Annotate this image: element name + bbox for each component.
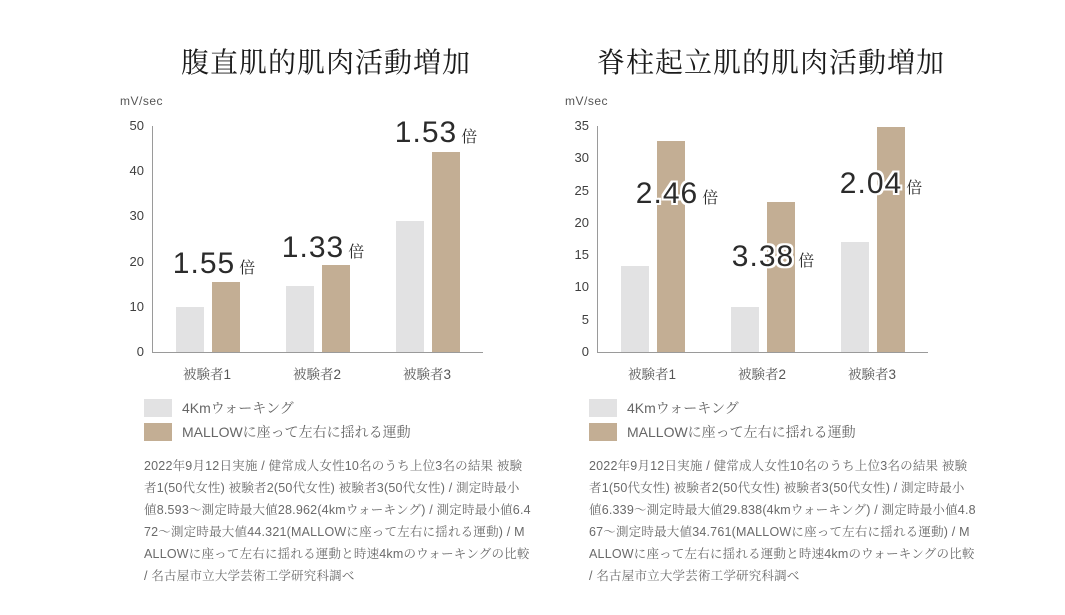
y-axis-tick-label: 30	[129, 208, 144, 224]
legend	[589, 399, 977, 441]
y-axis-tick-label: 10	[129, 298, 144, 314]
y-axis-tick-label: 5	[581, 311, 589, 327]
legend-label: 4Kmウォーキング	[182, 400, 294, 416]
bar-group	[731, 202, 795, 352]
legend	[144, 399, 532, 441]
x-axis-category-label: 被験者1	[627, 367, 676, 382]
bar	[767, 202, 795, 352]
bar-chart	[565, 118, 977, 359]
multiplier-annotation: 1.55 倍	[172, 247, 256, 280]
bar-chart	[120, 116, 532, 359]
bar-group	[286, 265, 350, 352]
bar	[731, 307, 759, 352]
multiplier-annotation: 1.53 倍	[394, 116, 478, 149]
x-axis-category-label: 被験者3	[847, 367, 896, 382]
multiplier-annotation: 1.33 倍	[281, 231, 365, 264]
y-axis-unit-label: mV/sec	[565, 94, 609, 108]
bar	[841, 242, 869, 352]
y-axis-tick-label: 15	[574, 247, 589, 263]
y-axis-tick-label: 35	[574, 118, 589, 133]
legend-item-mallow	[144, 423, 532, 441]
x-axis-category-label: 被験者1	[182, 367, 231, 382]
y-axis-tick-label: 0	[136, 344, 144, 359]
chart-title: 腹直肌的肌肉活動増加	[180, 47, 471, 78]
footnote: 2022年9月12日実施 / 健常成人女性10名のうち上位3名の結果 被験者1(50代女性) 被験者2(50代女性) 被験者3(50代女性) / 測定時最小値8.593～測定時最大値28.962(4kmウォーキング) / 測定時最小値6.472～測定時最大値44.321(MALLOWに座って左右に揺れる運動) / MALLOWに座って左右に揺れる運動と時速4kmのウォーキングの比較 / 名古屋市立大学芸術工学研究科調べ	[144, 459, 531, 583]
plot-area	[597, 126, 928, 353]
chart-panel-erector-spinae	[565, 40, 977, 587]
bar	[286, 286, 314, 352]
bar	[657, 141, 685, 352]
bar-group	[396, 152, 460, 352]
x-axis-category-label: 被験者3	[402, 367, 451, 382]
y-axis-tick-label: 20	[129, 253, 144, 269]
legend-swatch-gray	[144, 399, 172, 417]
multiplier-annotation: 2.46 倍	[635, 177, 719, 210]
legend-label: MALLOWに座って左右に揺れる運動	[182, 424, 411, 440]
y-axis-tick-label: 25	[574, 182, 589, 198]
bar-group	[621, 141, 685, 352]
y-axis-tick-label: 40	[129, 163, 144, 179]
legend-item-walking	[589, 399, 977, 417]
legend-label: MALLOWに座って左右に揺れる運動	[627, 424, 856, 440]
bar	[176, 307, 204, 352]
footnote: 2022年9月12日実施 / 健常成人女性10名のうち上位3名の結果 被験者1(50代女性) 被験者2(50代女性) 被験者3(50代女性) / 測定時最小値6.339～測定時最大値29.838(4kmウォーキング) / 測定時最小値4.867～測定時最大値34.761(MALLOWに座って左右に揺れる運動) / MALLOWに座って左右に揺れる運動と時速4kmのウォーキングの比較 / 名古屋市立大学芸術工学研究科調べ	[589, 459, 976, 583]
legend-swatch-tan	[589, 423, 617, 441]
x-axis-labels	[152, 366, 482, 384]
bar	[322, 265, 350, 352]
bar	[396, 221, 424, 352]
legend-item-mallow	[589, 423, 977, 441]
multiplier-annotation: 2.04 倍	[839, 167, 923, 200]
legend-label: 4Kmウォーキング	[627, 400, 739, 416]
y-axis-tick-label: 10	[574, 279, 589, 295]
bar	[212, 282, 240, 352]
y-axis-tick-label: 20	[574, 214, 589, 230]
x-axis-labels	[597, 366, 927, 384]
plot-area	[152, 116, 483, 353]
y-axis	[565, 118, 589, 359]
chart-title: 脊柱起立肌的肌肉活動増加	[596, 47, 945, 78]
legend-swatch-tan	[144, 423, 172, 441]
y-axis-tick-label: 50	[129, 118, 144, 133]
x-axis-category-label: 被験者2	[292, 367, 341, 382]
multiplier-annotation: 3.38 倍	[731, 240, 815, 273]
y-axis	[120, 118, 144, 359]
y-axis-unit-label: mV/sec	[120, 94, 164, 108]
chart-panel-rectus-abdominis	[120, 40, 532, 587]
legend-item-walking	[144, 399, 532, 417]
bar-group	[176, 282, 240, 352]
bar	[432, 152, 460, 352]
bar	[621, 266, 649, 352]
bar	[877, 127, 905, 352]
x-axis-category-label: 被験者2	[737, 367, 786, 382]
legend-swatch-gray	[589, 399, 617, 417]
y-axis-tick-label: 0	[581, 344, 589, 359]
bar-group	[841, 127, 905, 352]
y-axis-tick-label: 30	[574, 150, 589, 166]
